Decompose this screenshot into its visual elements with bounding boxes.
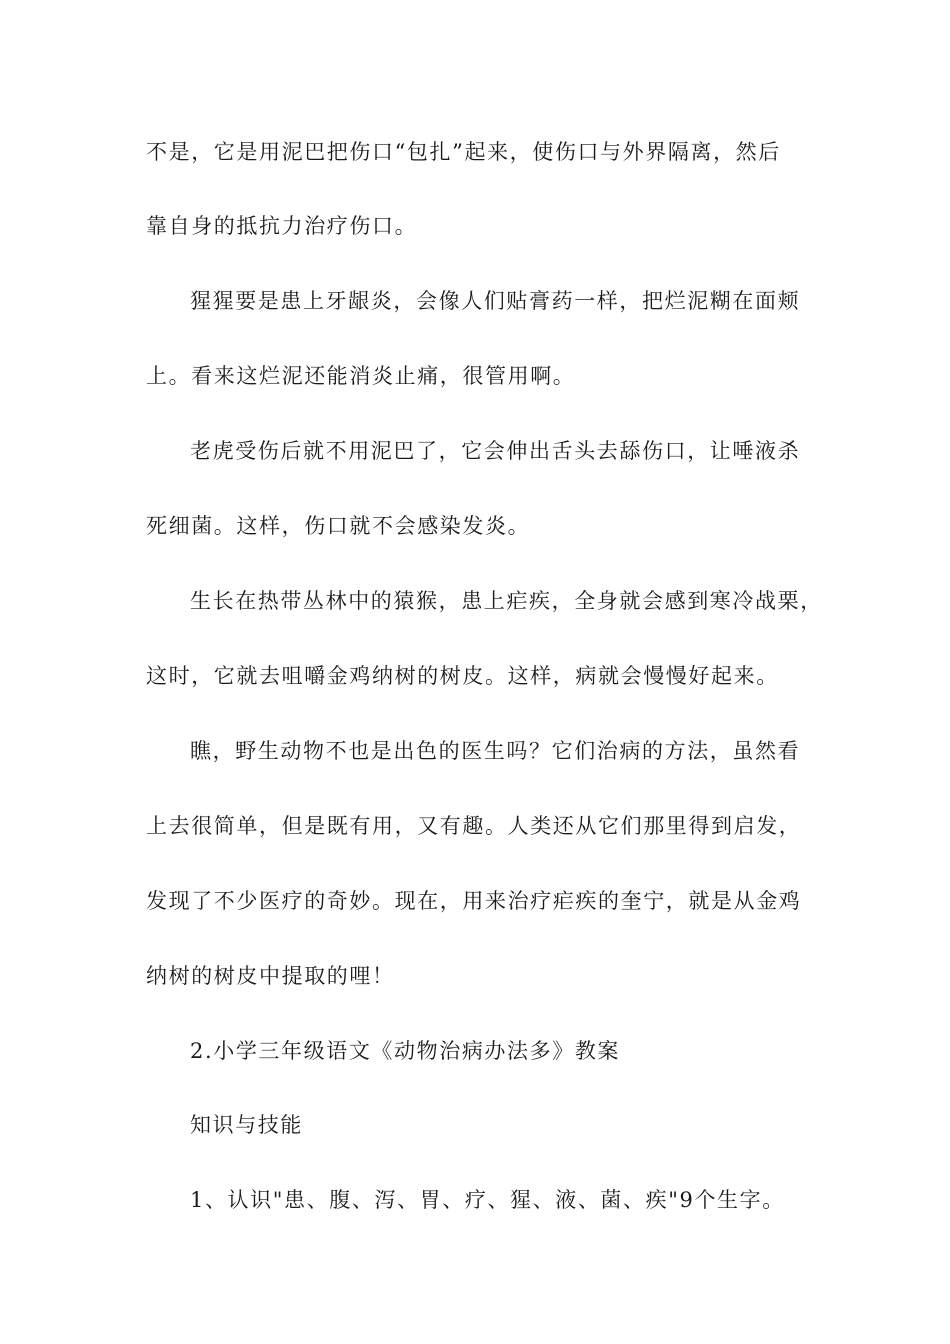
text-line-2: 靠自身的抵抗力治疗伤口。: [146, 214, 418, 238]
text-line-9: 瞧，野生动物不也是出色的医生吗？它们治病的方法，虽然看: [190, 739, 801, 763]
text-line-3: 猩猩要是患上牙龈炎，会像人们贴膏药一样，把烂泥糊在面颊: [190, 289, 801, 313]
text-line-12: 纳树的树皮中提取的哩！: [146, 964, 395, 988]
subsection-heading: 知识与技能: [190, 1113, 303, 1137]
text-line-8: 这时，它就去咀嚼金鸡纳树的树皮。这样，病就会慢慢好起来。: [146, 664, 779, 688]
text-line-5: 老虎受伤后就不用泥巴了，它会伸出舌头去舔伤口，让唾液杀: [190, 439, 801, 463]
text-line-7: 生长在热带丛林中的猿猴，患上疟疾，全身就会感到寒冷战栗，: [190, 589, 823, 613]
text-line-1: 不是，它是用泥巴把伤口“包扎”起来，使伤口与外界隔离，然后: [146, 140, 781, 164]
section-heading: 2.小学三年级语文《动物治病办法多》教案: [190, 1039, 621, 1063]
text-line-6: 死细菌。这样，伤口就不会感染发炎。: [146, 514, 531, 538]
text-line-11: 发现了不少医疗的奇妙。现在，用来治疗疟疾的奎宁，就是从金鸡: [146, 889, 802, 913]
list-item: 1、认识"患、腹、泻、胃、疗、猩、液、菌、疾"9个生字。: [190, 1188, 785, 1212]
text-line-4: 上。看来这烂泥还能消炎止痛，很管用啊。: [146, 364, 576, 388]
text-line-10: 上去很简单，但是既有用，又有趣。人类还从它们那里得到启发，: [146, 814, 802, 838]
